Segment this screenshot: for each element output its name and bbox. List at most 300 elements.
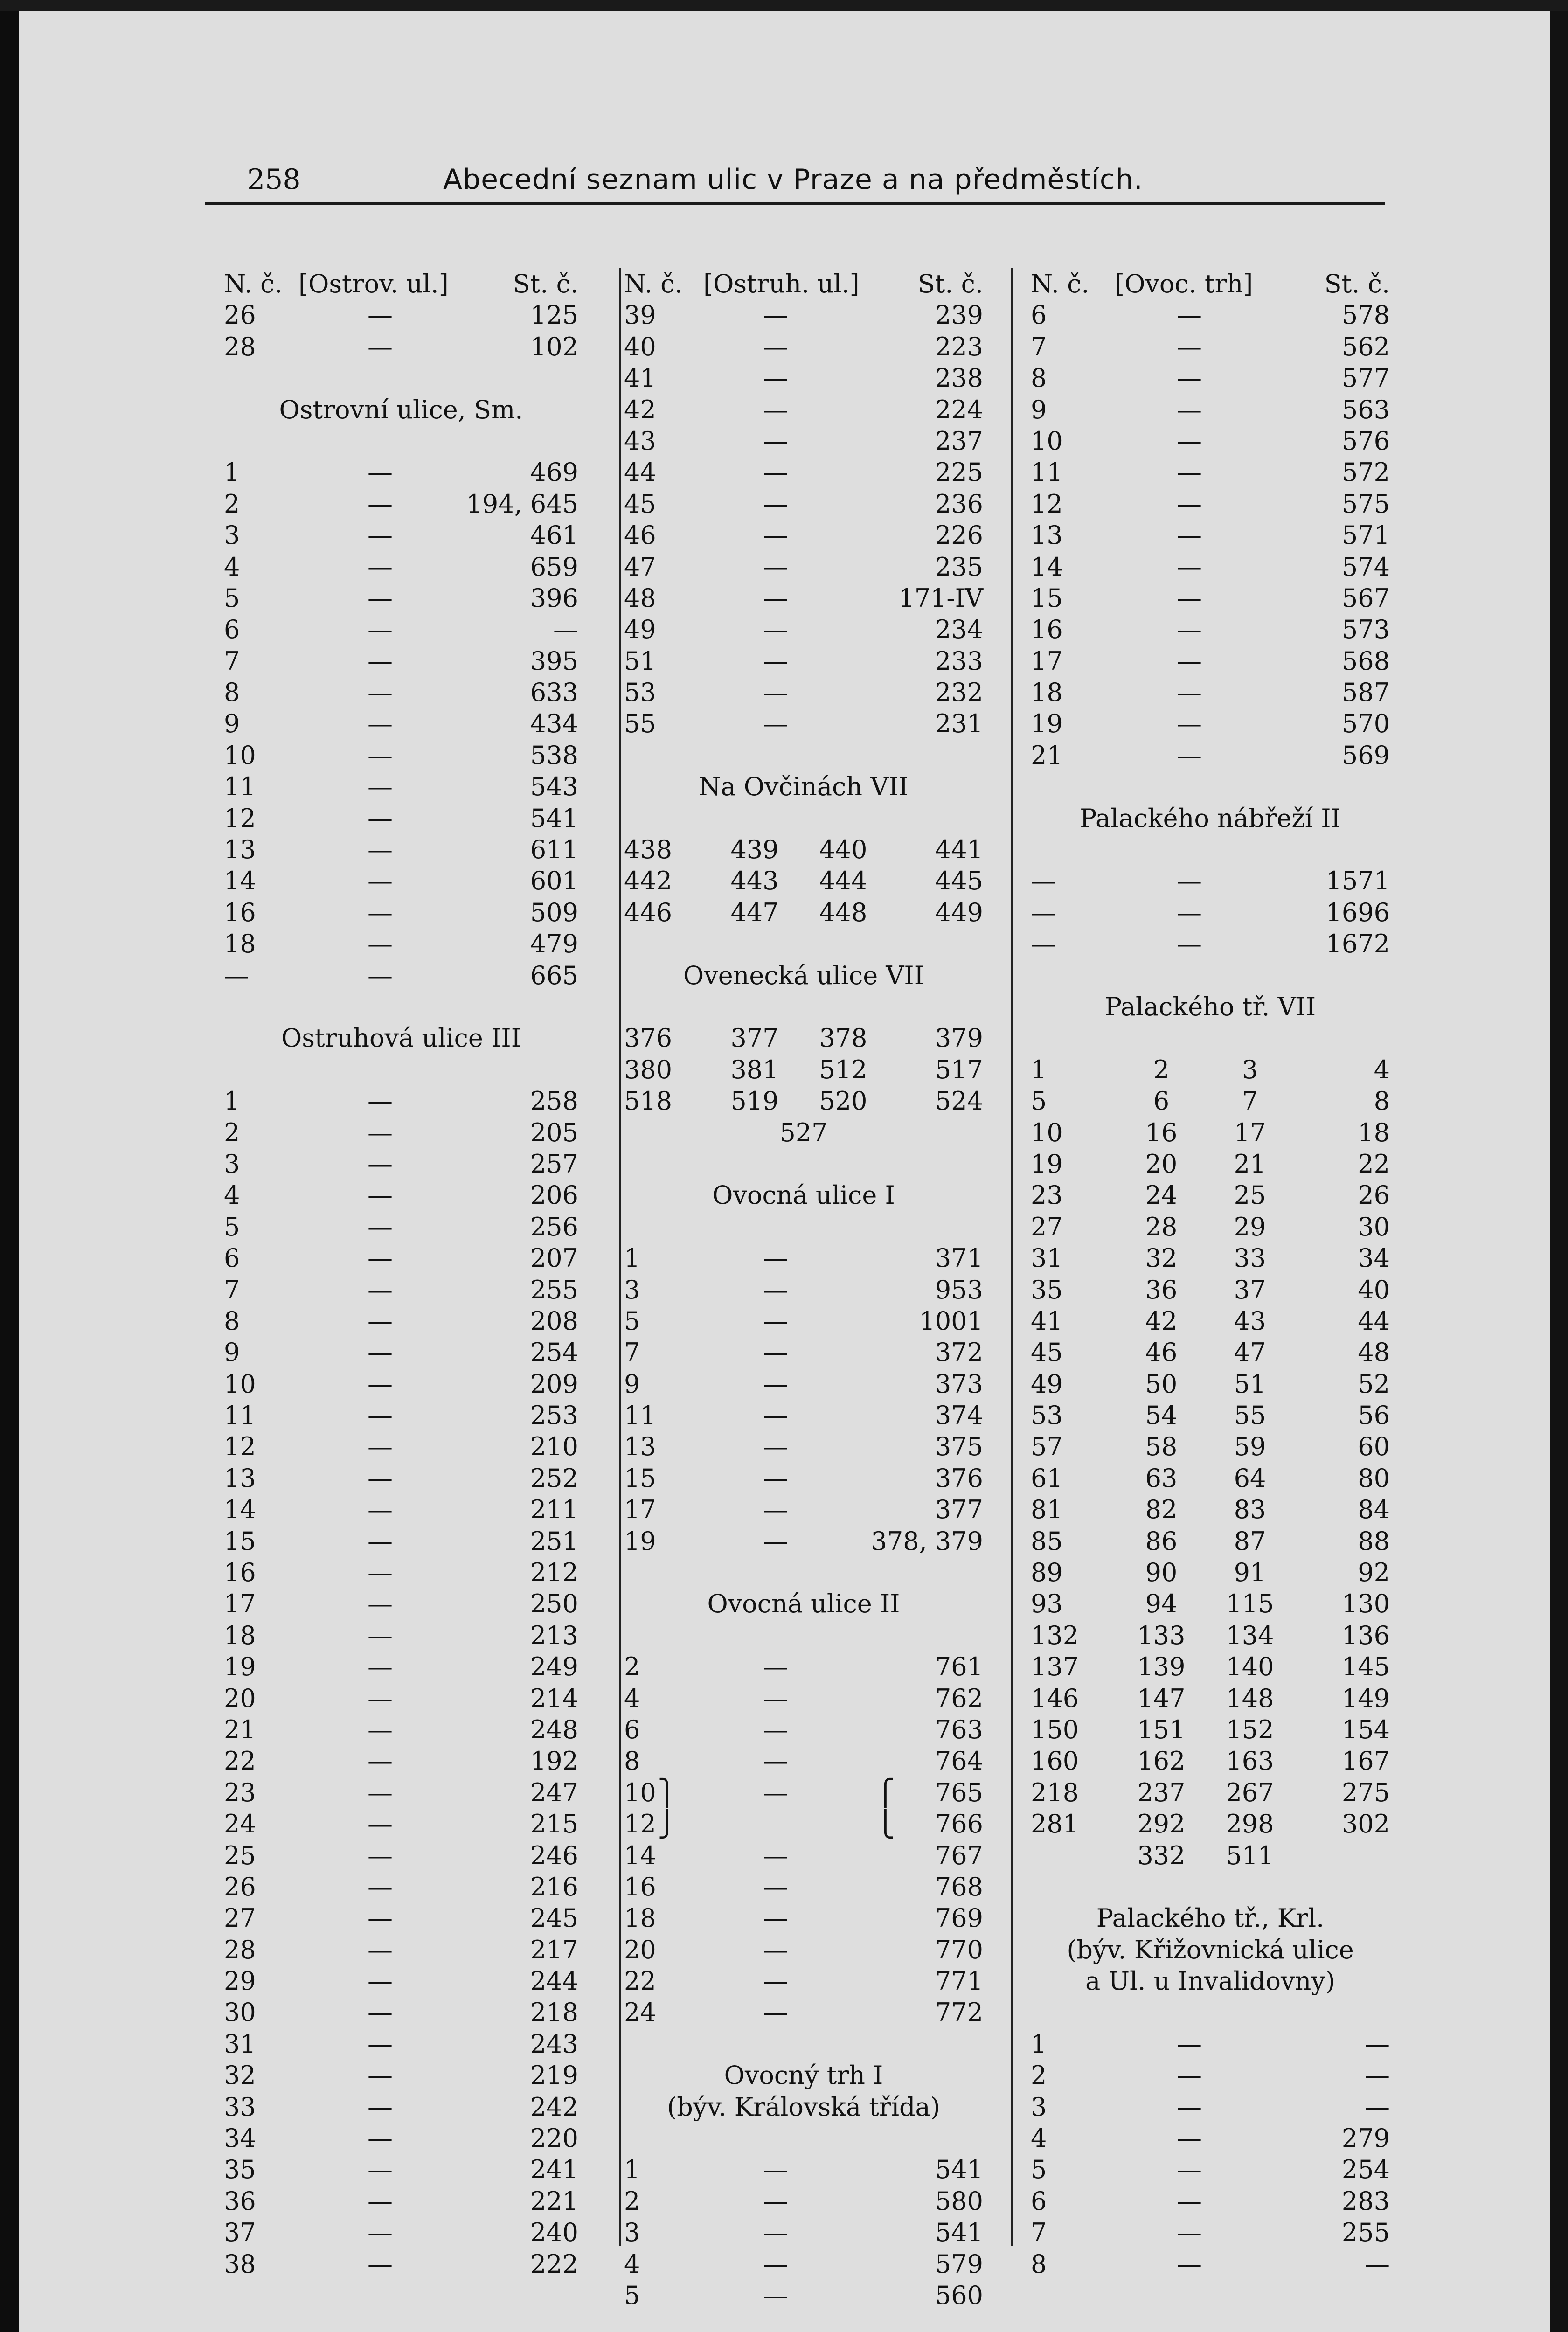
house-number: 9 [1031, 395, 1047, 424]
old-number: 570 [1341, 709, 1390, 739]
number-grid-row [1031, 1526, 1390, 1557]
table-row [624, 1714, 983, 1745]
house-number: 18 [1031, 678, 1063, 708]
grid-number: 92 [1358, 1558, 1390, 1588]
table-row [224, 551, 578, 583]
house-number: 2 [624, 1652, 640, 1682]
grid-number: 133 [1137, 1620, 1186, 1650]
table-row [224, 1494, 578, 1525]
dash-separator: — [1177, 426, 1202, 456]
old-number: 571 [1341, 521, 1390, 550]
grid-number: 139 [1137, 1652, 1186, 1682]
table-row [624, 488, 983, 520]
grid-number: 148 [1226, 1683, 1274, 1713]
old-number: 213 [530, 1620, 578, 1650]
dash-separator: — [763, 426, 788, 456]
house-number: 41 [624, 363, 656, 393]
old-number: 218 [530, 1998, 578, 2027]
column-divider [619, 268, 621, 2246]
table-row [1031, 928, 1390, 959]
table-row [1031, 708, 1390, 739]
table-row [224, 1714, 578, 1745]
table-row [624, 1902, 983, 1934]
old-number: 215 [530, 1809, 578, 1839]
dash-separator: — [763, 332, 788, 361]
grid-number: 447 [730, 897, 779, 927]
old-number: 246 [530, 1840, 578, 1870]
old-number: 766 [935, 1809, 983, 1839]
dash-separator: — [368, 1149, 393, 1179]
house-number: 9 [624, 1369, 640, 1399]
dash-separator: — [368, 1840, 393, 1870]
number-grid-row [1031, 1431, 1390, 1462]
section-spacer [624, 1620, 983, 1651]
dash-separator: — [368, 332, 393, 361]
old-number: 222 [530, 2249, 578, 2279]
grid-number: 167 [1341, 1746, 1390, 1776]
table-row [224, 1840, 578, 1871]
house-number: 8 [624, 1746, 640, 1776]
street-title: Na Ovčinách VII [699, 772, 909, 802]
dash-separator: — [763, 2249, 788, 2279]
table-row [224, 1588, 578, 1619]
dash-separator: — [368, 1777, 393, 1807]
dash-separator: — [368, 803, 393, 833]
dash-separator: — [1177, 615, 1202, 645]
dash-separator: — [368, 1180, 393, 1210]
old-number: 221 [530, 2186, 578, 2216]
dash-separator: — [763, 646, 788, 676]
old-number: 216 [530, 1872, 578, 1902]
grid-number: 377 [730, 1023, 779, 1053]
table-row [1031, 331, 1390, 362]
old-number: 541 [935, 2155, 983, 2185]
grid-number: 5 [1031, 1086, 1047, 1116]
grid-number: 438 [624, 835, 673, 865]
old-number: 206 [530, 1180, 578, 1210]
grid-number: 7 [1242, 1086, 1258, 1116]
grid-number: 21 [1234, 1149, 1266, 1179]
grid-number: 275 [1341, 1777, 1390, 1807]
house-number: 2 [1031, 2061, 1047, 2090]
house-number: 3 [224, 1149, 240, 1179]
dash-separator: — [368, 1401, 393, 1430]
grid-number: 444 [819, 866, 867, 896]
street-title: (býv. Královská třída) [667, 2092, 940, 2122]
table-row [224, 1242, 578, 1274]
table-row [1031, 299, 1390, 331]
table-row [224, 2060, 578, 2091]
old-number: 192 [530, 1746, 578, 1776]
old-number: 219 [530, 2061, 578, 2090]
table-row [224, 1526, 578, 1557]
table-row [224, 2249, 578, 2280]
column-header-row [624, 268, 983, 299]
grid-number: 25 [1234, 1180, 1266, 1210]
table-row [1031, 2186, 1390, 2217]
house-number: 13 [224, 835, 256, 865]
dash-separator: — [763, 1683, 788, 1713]
table-row [224, 865, 578, 896]
old-number: 659 [530, 552, 578, 582]
table-row [1031, 740, 1390, 771]
old-number: 214 [530, 1683, 578, 1713]
grid-number: 137 [1031, 1652, 1079, 1682]
dash-separator: — [763, 1652, 788, 1682]
table-row [224, 740, 578, 771]
dash-separator: — [763, 1903, 788, 1933]
old-number: 376 [935, 1463, 983, 1493]
house-number: 11 [1031, 458, 1063, 487]
dash-separator: — [368, 1495, 393, 1525]
dash-separator: — [763, 1275, 788, 1305]
number-grid-row [1031, 1274, 1390, 1305]
table-row [624, 551, 983, 583]
old-number: 568 [1341, 646, 1390, 676]
old-number: 233 [935, 646, 983, 676]
dash-separator: — [368, 2218, 393, 2248]
dash-separator: — [368, 1872, 393, 1902]
table-row [1031, 2217, 1390, 2248]
old-number: — [1365, 2029, 1390, 2059]
house-number: 15 [624, 1463, 656, 1493]
dash-separator: — [368, 929, 393, 959]
house-number: 7 [1031, 332, 1047, 361]
dash-separator: — [368, 1935, 393, 1964]
table-row [224, 1274, 578, 1305]
dash-separator: — [368, 1903, 393, 1933]
table-row [224, 771, 578, 802]
house-number: 19 [224, 1652, 256, 1682]
dash-separator: — [1177, 2124, 1202, 2153]
section-spacer [1031, 771, 1390, 802]
old-number: 771 [935, 1966, 983, 1996]
table-row [1031, 583, 1390, 614]
table-row [224, 2186, 578, 2217]
dash-separator: — [763, 2218, 788, 2248]
old-number: 575 [1341, 489, 1390, 519]
house-number: 15 [224, 1526, 256, 1556]
dash-separator: — [368, 1620, 393, 1650]
grid-number: 162 [1137, 1746, 1186, 1776]
table-row [1031, 488, 1390, 520]
house-number: 9 [224, 1338, 240, 1367]
right-brace: ⎩ [876, 1809, 895, 1839]
table-row [224, 1368, 578, 1400]
grid-number: 524 [935, 1086, 983, 1116]
grid-number: 56 [1358, 1401, 1390, 1430]
column-header-number: N. č. [1031, 269, 1089, 298]
house-number: 10 [224, 740, 256, 770]
house-number: 13 [1031, 521, 1063, 550]
dash-separator: — [1177, 2249, 1202, 2279]
table-row [224, 1745, 578, 1777]
number-grid-row [1031, 1463, 1390, 1494]
house-number: 22 [624, 1966, 656, 1996]
column-divider [1011, 268, 1013, 2246]
house-number: 19 [1031, 709, 1063, 739]
section-spacer [624, 1211, 983, 1242]
number-grid-row [1031, 1148, 1390, 1180]
old-number: 171-IV [898, 583, 983, 613]
house-number: 29 [224, 1966, 256, 1996]
old-number: 234 [935, 615, 983, 645]
table-row [1031, 520, 1390, 551]
street-title: Ovocná ulice II [707, 1589, 900, 1619]
house-number: 15 [1031, 583, 1063, 613]
grid-number: 64 [1234, 1463, 1266, 1493]
dash-separator: — [1177, 2092, 1202, 2122]
house-number: 7 [224, 1275, 240, 1305]
table-row [224, 1085, 578, 1117]
table-row [224, 1934, 578, 1965]
table-row [1031, 614, 1390, 645]
old-number: 254 [1341, 2155, 1390, 2185]
table-row [624, 331, 983, 362]
number-grid-row [624, 1022, 983, 1054]
dash-separator: — [368, 1809, 393, 1839]
dash-separator: — [368, 1589, 393, 1619]
dash-separator: — [368, 552, 393, 582]
dash-separator: — [763, 521, 788, 550]
grid-number: 41 [1031, 1306, 1063, 1336]
house-number: 18 [224, 1620, 256, 1650]
grid-number: 145 [1341, 1652, 1390, 1682]
column-header-number: N. č. [224, 269, 283, 298]
old-number: 235 [935, 552, 983, 582]
table-row [624, 457, 983, 488]
table-row [224, 2028, 578, 2060]
grid-number: 6 [1153, 1086, 1170, 1116]
dash-separator: — [763, 1840, 788, 1870]
table-row [624, 614, 983, 645]
number-grid-row [1031, 1808, 1390, 1839]
house-number: 26 [224, 1872, 256, 1902]
old-number: 241 [530, 2155, 578, 2185]
number-grid-row [624, 834, 983, 865]
old-number: 577 [1341, 363, 1390, 393]
old-number: 762 [935, 1683, 983, 1713]
table-row [1031, 457, 1390, 488]
table-row [224, 1463, 578, 1494]
old-number: 574 [1341, 552, 1390, 582]
dash-separator: — [368, 521, 393, 550]
house-number: 14 [1031, 552, 1063, 582]
old-number: 239 [935, 300, 983, 330]
old-number: 953 [935, 1275, 983, 1305]
column-header-row [1031, 268, 1390, 299]
number-grid-row [624, 865, 983, 896]
old-number: 248 [530, 1714, 578, 1744]
house-number: 16 [224, 897, 256, 927]
house-number: 11 [224, 772, 256, 802]
house-number: 38 [224, 2249, 256, 2279]
table-row [624, 677, 983, 708]
grid-number: 379 [935, 1023, 983, 1053]
number-grid-row [624, 1085, 983, 1117]
house-number: 5 [624, 1306, 640, 1336]
grid-number: 94 [1145, 1589, 1178, 1619]
grid-number: 20 [1145, 1149, 1178, 1179]
dash-separator: — [763, 363, 788, 393]
dash-separator: — [763, 489, 788, 519]
grid-number: 302 [1341, 1809, 1390, 1839]
old-number: 576 [1341, 426, 1390, 456]
house-number: 17 [624, 1495, 656, 1525]
old-number: 375 [935, 1432, 983, 1462]
house-number: 17 [1031, 646, 1063, 676]
dash-separator: — [368, 960, 393, 990]
house-number: 5 [224, 583, 240, 613]
house-number: 42 [624, 395, 656, 424]
street-title-line [624, 1180, 983, 1211]
old-number: 378, 379 [871, 1526, 983, 1556]
section-spacer [624, 803, 983, 834]
old-number: 242 [530, 2092, 578, 2122]
old-number: 543 [530, 772, 578, 802]
street-title-line [624, 2091, 983, 2123]
grid-number: 380 [624, 1055, 673, 1084]
dash-separator: — [368, 2061, 393, 2090]
grid-number: 54 [1145, 1401, 1178, 1430]
street-title-line [1031, 1902, 1390, 1934]
table-row [224, 803, 578, 834]
old-number: 434 [530, 709, 578, 739]
old-number: 256 [530, 1212, 578, 1242]
house-number: 20 [224, 1683, 256, 1713]
dash-separator: — [763, 1998, 788, 2027]
old-number: 560 [935, 2281, 983, 2310]
right-brace: ⎧ [876, 1777, 895, 1807]
house-number: 10 [1031, 426, 1063, 456]
grid-number: 88 [1358, 1526, 1390, 1556]
section-spacer [624, 2123, 983, 2154]
old-number: 249 [530, 1652, 578, 1682]
old-number: 243 [530, 2029, 578, 2059]
grid-number: 47 [1234, 1338, 1266, 1367]
old-number: 224 [935, 395, 983, 424]
number-grid-row [1031, 1714, 1390, 1745]
old-number: 461 [530, 521, 578, 550]
house-number: 24 [624, 1998, 656, 2027]
dash-separator: — [368, 709, 393, 739]
grid-number: 518 [624, 1086, 673, 1116]
dash-separator: — [763, 1401, 788, 1430]
house-number: 3 [1031, 2092, 1047, 2122]
old-number: 255 [530, 1275, 578, 1305]
table-row [624, 520, 983, 551]
dash-separator: — [368, 2155, 393, 2185]
house-number: 21 [224, 1714, 256, 1744]
table-row [224, 708, 578, 739]
grid-number: 33 [1234, 1243, 1266, 1273]
house-number: 35 [224, 2155, 256, 2185]
house-number: 26 [224, 300, 256, 330]
old-number: — [1365, 2061, 1390, 2090]
grid-number: 58 [1145, 1432, 1178, 1462]
table-row [624, 645, 983, 677]
dash-separator: — [1177, 395, 1202, 424]
old-number: 395 [530, 646, 578, 676]
old-number: 578 [1341, 300, 1390, 330]
old-number: 211 [530, 1495, 578, 1525]
old-number: 377 [935, 1495, 983, 1525]
old-number: — [1365, 2092, 1390, 2122]
grid-number: 34 [1358, 1243, 1390, 1273]
old-number: 374 [935, 1401, 983, 1430]
house-number: 3 [624, 1275, 640, 1305]
grid-number: 441 [935, 835, 983, 865]
table-row [624, 299, 983, 331]
table-row [624, 2217, 983, 2248]
old-number: 563 [1341, 395, 1390, 424]
house-number: 1 [224, 1086, 240, 1116]
table-row [1031, 2123, 1390, 2154]
street-column-1 [224, 268, 578, 2280]
number-grid-row [1031, 1117, 1390, 1148]
old-number: 231 [935, 709, 983, 739]
grid-number: 160 [1031, 1746, 1079, 1776]
table-row [224, 960, 578, 991]
old-number: 236 [935, 489, 983, 519]
house-number: 43 [624, 426, 656, 456]
table-row [224, 1557, 578, 1588]
old-number: 572 [1341, 458, 1390, 487]
section-spacer [1031, 960, 1390, 991]
dash-separator: — [763, 1714, 788, 1744]
dash-separator: — [1177, 332, 1202, 361]
column-header-old-number: St. č. [513, 269, 578, 298]
table-row [1031, 2060, 1390, 2091]
house-number: 36 [224, 2186, 256, 2216]
house-number: 37 [224, 2218, 256, 2248]
dash-separator: — [763, 1966, 788, 1996]
grid-number: 381 [730, 1055, 779, 1084]
dash-separator: — [763, 552, 788, 582]
old-number: 396 [530, 583, 578, 613]
centered-number-row [624, 1117, 983, 1148]
dash-separator: — [368, 1212, 393, 1242]
house-number: 12 [224, 803, 256, 833]
grid-number: 24 [1145, 1180, 1178, 1210]
old-number: 373 [935, 1369, 983, 1399]
table-row [224, 1871, 578, 1902]
dash-separator: — [368, 1275, 393, 1305]
house-number: 45 [624, 489, 656, 519]
table-row [1031, 2091, 1390, 2123]
grid-number: 43 [1234, 1306, 1266, 1336]
street-title: (býv. Křižovnická ulice [1067, 1935, 1354, 1964]
old-number: 245 [530, 1903, 578, 1933]
grid-number: 130 [1341, 1589, 1390, 1619]
table-row [1031, 2249, 1390, 2280]
house-number: 1 [224, 458, 240, 487]
street-title-line [1031, 1965, 1390, 1997]
table-row [224, 614, 578, 645]
table-row [624, 362, 983, 394]
house-number: 3 [224, 521, 240, 550]
dash-separator: — [1177, 2029, 1202, 2059]
dash-separator: — [368, 1966, 393, 1996]
header-rule [205, 202, 1385, 205]
house-number: 8 [1031, 2249, 1047, 2279]
old-number: 767 [935, 1840, 983, 1870]
street-title-line [1031, 803, 1390, 834]
house-number: 16 [224, 1558, 256, 1588]
grid-number: 151 [1137, 1714, 1186, 1744]
old-number: 217 [530, 1935, 578, 1964]
street-title-line [1031, 1934, 1390, 1965]
